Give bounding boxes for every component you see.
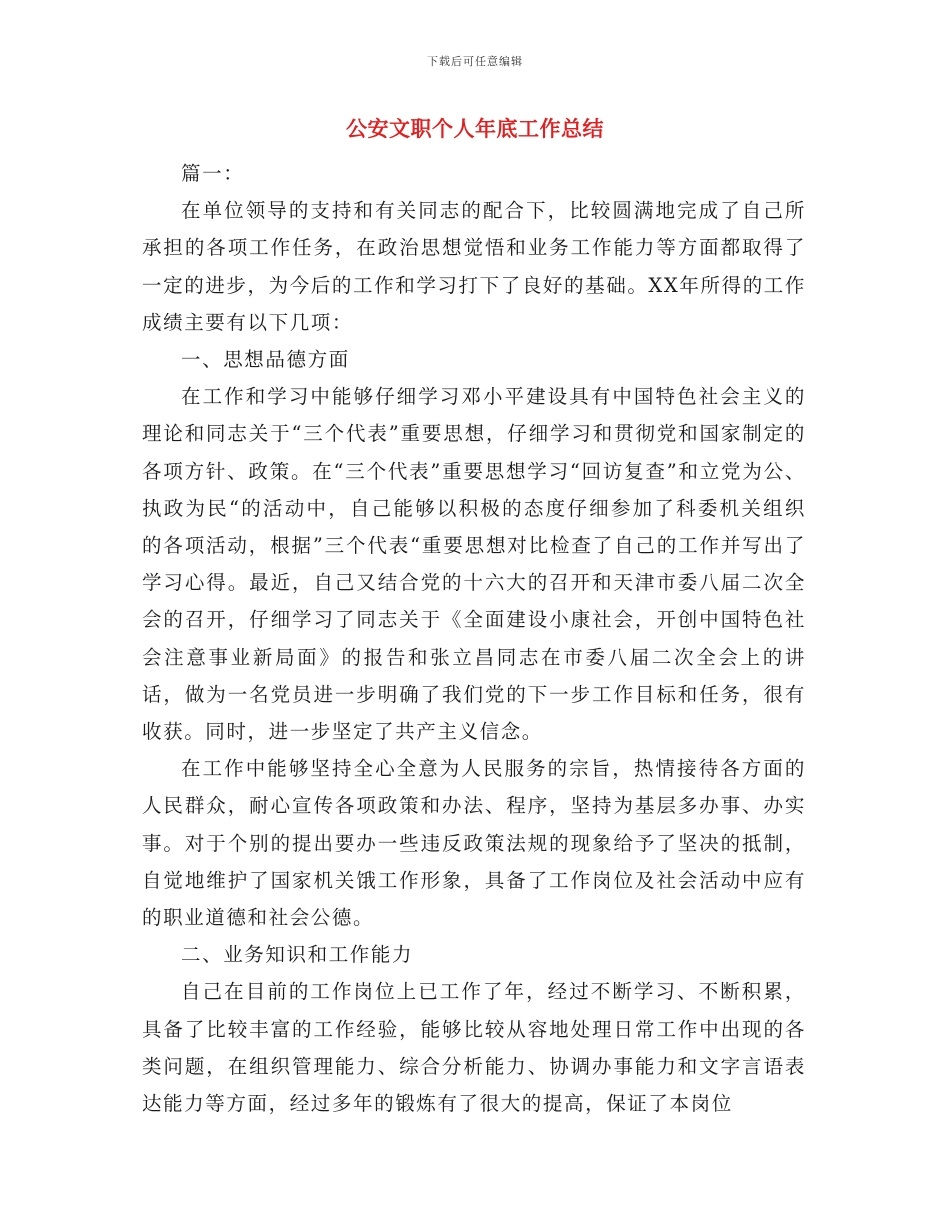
paragraph-skills: 自己在目前的工作岗位上已工作了年，经过不断学习、不断积累，具备了比较丰富的工作经验，能够比较从容地处理日常工作中出现的各类问题，在组织管理能力、综合分析能力、协调办事能力和文字言语表达能力等方面，经过多年的锻炼有了很大的提高，保证了本岗位 bbox=[142, 980, 806, 1116]
heading-skills: 二、业务知识和工作能力 bbox=[181, 943, 414, 967]
document-title: 公安文职个人年底工作总结 bbox=[346, 116, 604, 141]
heading-ideology: 一、思想品德方面 bbox=[181, 348, 350, 372]
header-note: 下载后可任意编辑 bbox=[427, 55, 523, 68]
paragraph-ideology: 在工作和学习中能够仔细学习邓小平建设具有中国特色社会主义的理论和同志关于“三个代表”重要思想，仔细学习和贯彻党和国家制定的各项方针、政策。在“三个代表”重要思想学习“回访复查”和立党为公、执政为民“的活动中，自己能够以积极的态度仔细参加了科委机关组织的各项活动，根据”三个代表“重要思想对比检查了自己的工作并写出了学习心得。最近，自己又结合党的十六大的召开和天津市委八届二次全会的召开，仔细学习了同志关于《全面建设小康社会，开创中国特色社会注意事业新局面》的报告和张立昌同志在市委八届二次全会上的讲话，做为一名党员进一步明确了我们党的下一步工作目标和任务，很有收获。同时，进一步坚定了共产主义信念。 bbox=[142, 385, 806, 744]
intro-paragraph: 在单位领导的支持和有关同志的配合下，比较圆满地完成了自己所承担的各项工作任务，在政治思想觉悟和业务工作能力等方面都取得了一定的进步，为今后的工作和学习打下了良好的基础。XX年所得的工作成绩主要有以下几项： bbox=[142, 199, 806, 334]
paragraph-service: 在工作中能够坚持全心全意为人民服务的宗旨，热情接待各方面的人民群众，耐心宣传各项政策和办法、程序，坚持为基层多办事、办实事。对于个别的提出要办一些违反政策法规的现象给予了坚决的抵制，自觉地维护了国家机关饿工作形象，具备了工作岗位及社会活动中应有的职业道德和社会公德。 bbox=[142, 757, 806, 930]
section-label: 篇一： bbox=[181, 162, 245, 185]
document-body bbox=[142, 155, 806, 1122]
